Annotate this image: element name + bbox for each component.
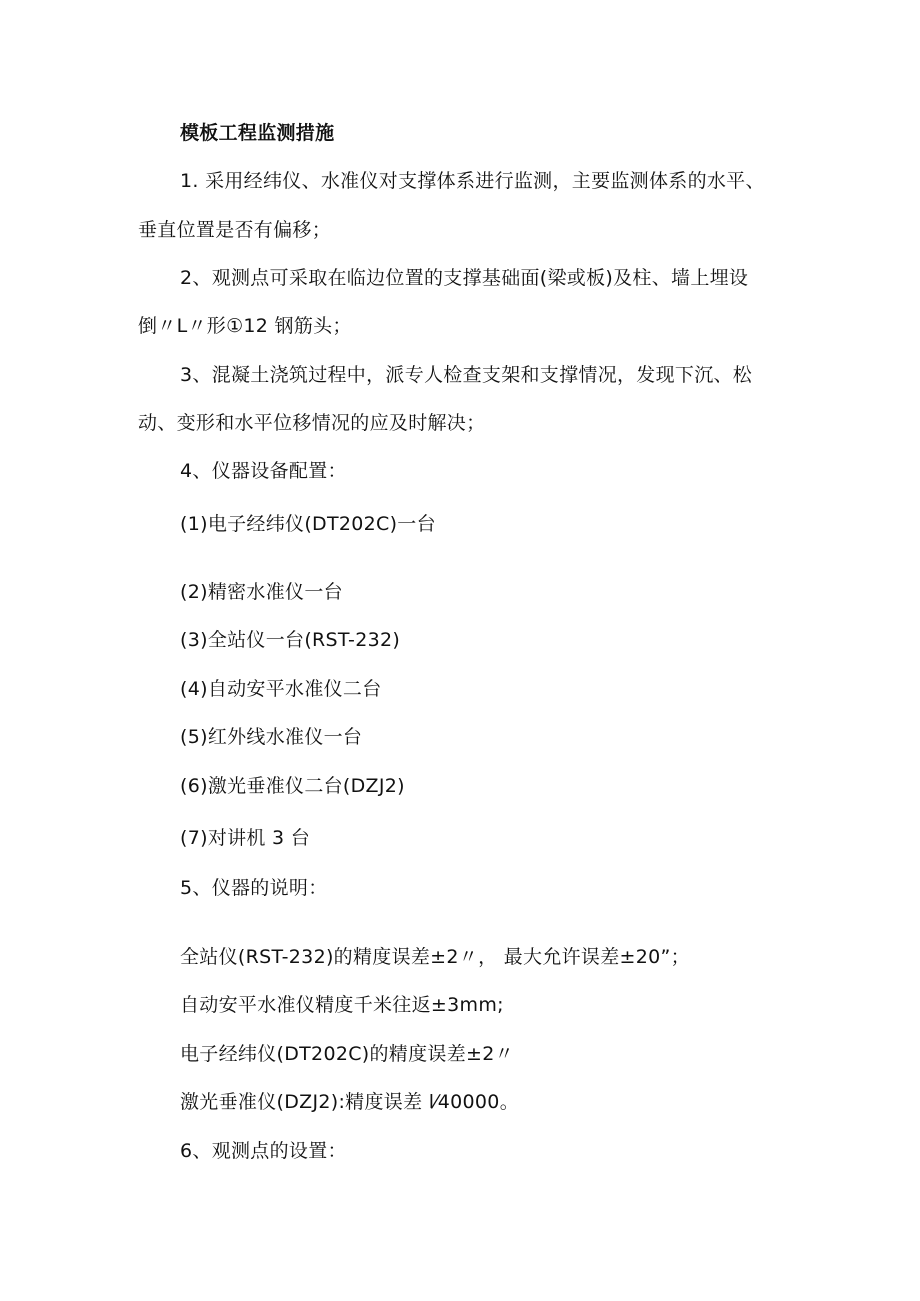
item3-line1: 3、混凝土浇筑过程中，派专人检查支架和支撑情况，发现下沉、松 [180, 364, 753, 386]
item2-line2: 倒〃L〃形①12 钢筋头； [138, 315, 352, 337]
item2-line1: 2、观测点可采取在临边位置的支撑基础面(梁或板)及柱、墙上埋设 [180, 267, 749, 289]
item1-line2: 垂直位置是否有偏移； [138, 219, 332, 241]
spec-item: 自动安平水准仪精度千米往返±3mm; [180, 994, 504, 1016]
equipment-item: (3)全站仪一台(RST-232) [180, 629, 401, 651]
spec-item: 激光垂准仪(DZJ2):精度误差 l⁄40000。 [180, 1091, 519, 1113]
item4-heading: 4、仪器设备配置： [180, 460, 347, 482]
item6-heading: 6、观测点的设置： [180, 1140, 347, 1162]
equipment-item: (4)自动安平水准仪二台 [180, 678, 382, 700]
equipment-item: (5)红外线水准仪一台 [180, 726, 363, 748]
item1-line1: 1. 采用经纬仪、水准仪对支撑体系进行监测，主要监测体系的水平、 [180, 170, 765, 192]
spec-item: 电子经纬仪(DT202C)的精度误差±2〃 [180, 1043, 514, 1065]
equipment-item: (6)激光垂准仪二台(DZJ2) [180, 775, 405, 797]
spec-item: 全站仪(RST-232)的精度误差±2〃， 最大允许误差±20”； [180, 946, 690, 968]
item3-line2: 动、变形和水平位移情况的应及时解决； [138, 412, 486, 434]
item5-heading: 5、仪器的说明： [180, 877, 328, 899]
equipment-item: (7)对讲机 3 台 [180, 827, 311, 849]
equipment-item: (2)精密水准仪一台 [180, 581, 343, 603]
document-title: 模板工程监测措施 [180, 122, 335, 144]
equipment-item: (1)电子经纬仪(DT202C)一台 [180, 513, 436, 535]
